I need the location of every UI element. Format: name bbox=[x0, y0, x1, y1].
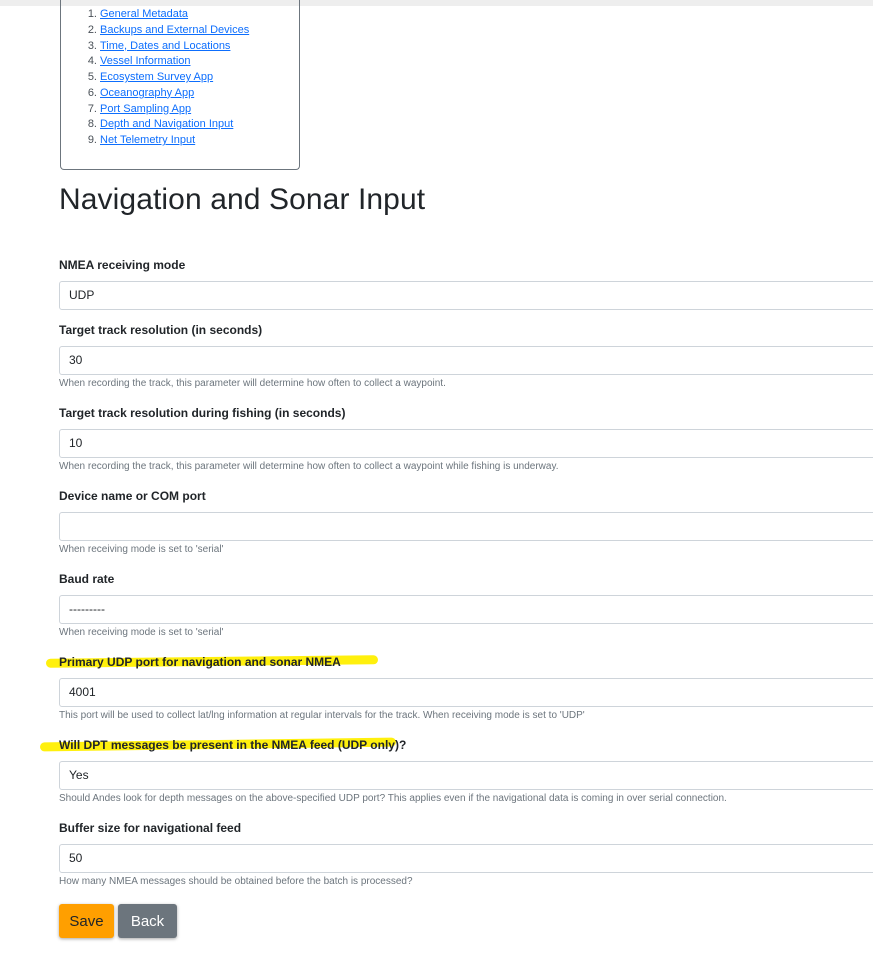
track-resolution-fishing-label: Target track resolution during fishing (in seconds) bbox=[59, 406, 346, 420]
table-of-contents bbox=[60, 0, 300, 170]
toc-item: 1. General Metadata bbox=[87, 8, 189, 20]
back-button[interactable]: Back bbox=[118, 904, 177, 938]
dpt-messages-label: Will DPT messages be present in the NMEA feed (UDP only)? bbox=[59, 738, 407, 752]
track-resolution-fishing-input[interactable]: 10 bbox=[59, 429, 873, 458]
toc-list bbox=[83, 7, 249, 149]
field-track-resolution-fishing bbox=[59, 405, 873, 472]
toc-item: 5. Ecosystem Survey App bbox=[87, 71, 214, 83]
toc-item: 4. Vessel Information bbox=[87, 55, 191, 68]
udp-port-label: Primary UDP port for navigation and sonar NMEA bbox=[59, 655, 341, 669]
toc-item: 2. Backups and External Devices bbox=[87, 23, 250, 36]
toc-link-oceanography[interactable]: Oceanography App bbox=[100, 86, 195, 99]
device-port-help: When receiving mode is set to 'serial' bbox=[59, 544, 224, 555]
track-resolution-label: Target track resolution (in seconds) bbox=[59, 323, 263, 337]
field-baud-rate bbox=[59, 571, 873, 638]
dpt-messages-select[interactable]: Yes bbox=[59, 761, 873, 790]
toc-link-ecosystem[interactable]: Ecosystem Survey App bbox=[100, 71, 214, 83]
baud-rate-help: When receiving mode is set to 'serial' bbox=[59, 627, 224, 638]
toc-item: 7. Port Sampling App bbox=[87, 102, 192, 115]
toc-item: 3. Time, Dates and Locations bbox=[87, 39, 231, 52]
toc-link-net-telemetry[interactable]: Net Telemetry Input bbox=[100, 134, 196, 146]
toc-item: 9. Net Telemetry Input bbox=[87, 134, 196, 146]
toc-link-depth-navigation[interactable]: Depth and Navigation Input bbox=[100, 118, 234, 131]
toc-link-general-metadata[interactable]: General Metadata bbox=[100, 8, 189, 20]
baud-rate-select[interactable]: --------- bbox=[59, 595, 873, 624]
field-nmea-mode bbox=[59, 257, 873, 302]
toc-item: 8. Depth and Navigation Input bbox=[87, 118, 234, 131]
toc-link-port-sampling[interactable]: Port Sampling App bbox=[100, 102, 192, 115]
page-title: Navigation and Sonar Input bbox=[59, 183, 426, 216]
udp-port-help: This port will be used to collect lat/lng information at regular intervals for the track. When receiving mode is set to 'UDP' bbox=[59, 710, 585, 721]
nmea-mode-select[interactable]: UDP bbox=[59, 281, 873, 310]
buffer-size-help: How many NMEA messages should be obtained before the batch is processed? bbox=[59, 876, 413, 887]
udp-port-input[interactable]: 4001 bbox=[59, 678, 873, 707]
field-buffer-size bbox=[59, 820, 873, 887]
device-port-label: Device name or COM port bbox=[59, 489, 206, 503]
nmea-mode-label: NMEA receiving mode bbox=[59, 258, 186, 272]
buffer-size-label: Buffer size for navigational feed bbox=[59, 821, 242, 835]
baud-rate-label: Baud rate bbox=[59, 572, 115, 586]
track-resolution-input[interactable]: 30 bbox=[59, 346, 873, 375]
toc-link-backups[interactable]: Backups and External Devices bbox=[100, 23, 250, 36]
track-resolution-help: When recording the track, this parameter will determine how often to collect a waypoint. bbox=[59, 378, 446, 389]
dpt-messages-help: Should Andes look for depth messages on the above-specified UDP port? This applies even if the navigational data is coming in over serial connection. bbox=[59, 793, 727, 804]
buffer-size-input[interactable]: 50 bbox=[59, 844, 873, 873]
field-udp-port bbox=[59, 654, 873, 721]
field-device-port bbox=[59, 488, 873, 555]
toc-link-time-dates[interactable]: Time, Dates and Locations bbox=[100, 39, 231, 52]
toc-item: 6. Oceanography App bbox=[87, 86, 195, 99]
field-track-resolution bbox=[59, 322, 873, 389]
field-dpt-messages bbox=[59, 737, 873, 804]
device-port-input[interactable] bbox=[59, 512, 873, 541]
track-resolution-fishing-help: When recording the track, this parameter will determine how often to collect a waypoint while fishing is underway. bbox=[59, 461, 559, 472]
toc-link-vessel[interactable]: Vessel Information bbox=[100, 55, 191, 68]
save-button[interactable]: Save bbox=[59, 904, 114, 938]
